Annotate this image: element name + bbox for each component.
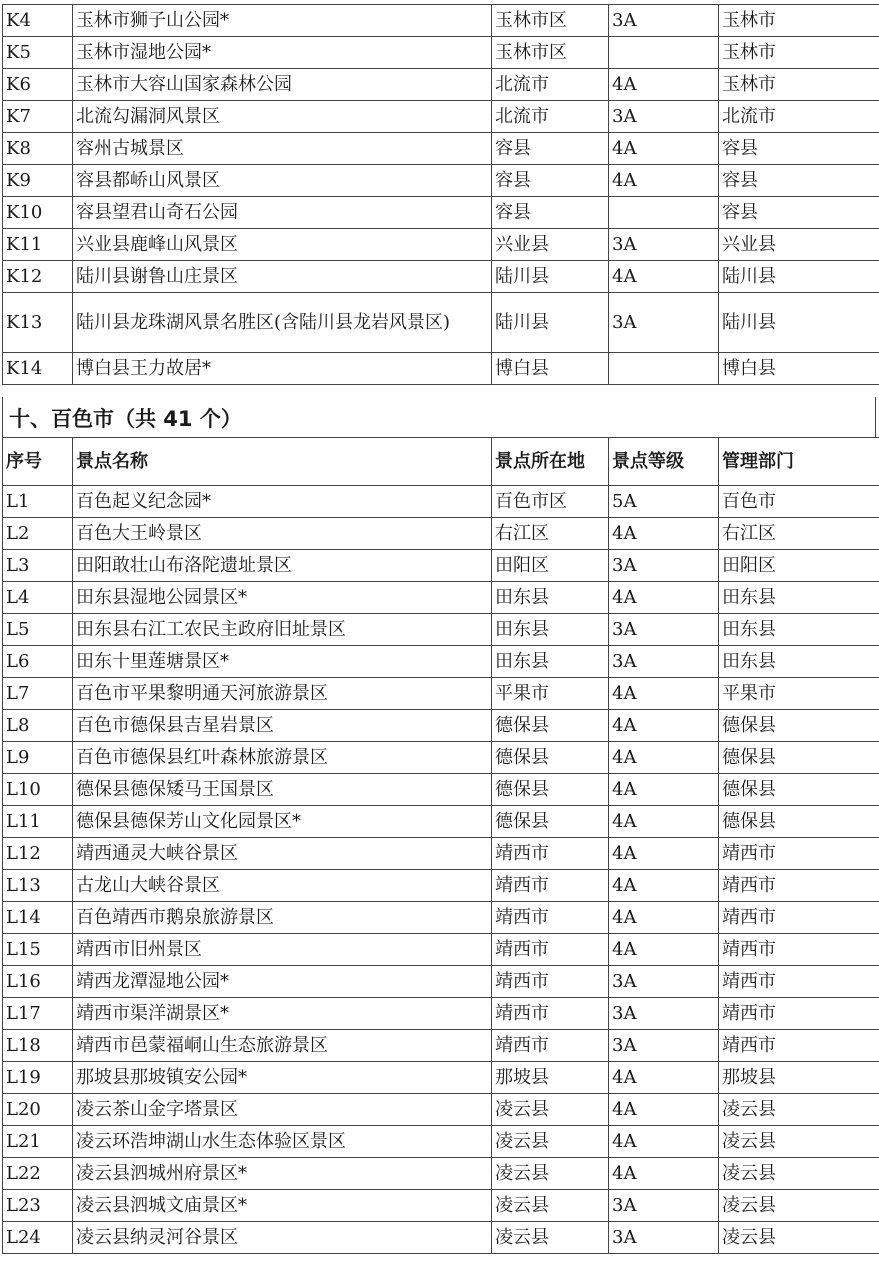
cell-dept: 陆川县 <box>719 261 879 293</box>
cell-name: 田东县湿地公园景区* <box>73 582 492 614</box>
cell-dept: 德保县 <box>719 742 879 774</box>
cell-dept: 兴业县 <box>719 229 879 261</box>
cell-grade: 3A <box>609 1030 719 1062</box>
header-name: 景点名称 <box>73 438 492 486</box>
cell-name: 百色靖西市鹅泉旅游景区 <box>73 902 492 934</box>
cell-grade: 4A <box>609 934 719 966</box>
cell-location: 田东县 <box>492 614 609 646</box>
cell-dept: 容县 <box>719 165 879 197</box>
cell-name: 田东县右江工农民主政府旧址景区 <box>73 614 492 646</box>
cell-id: K8 <box>3 133 73 165</box>
cell-name: 玉林市大容山国家森林公园 <box>73 69 492 101</box>
cell-grade: 4A <box>609 165 719 197</box>
cell-grade: 3A <box>609 646 719 678</box>
cell-grade <box>609 197 719 229</box>
cell-location: 兴业县 <box>492 229 609 261</box>
cell-grade: 4A <box>609 518 719 550</box>
cell-grade: 4A <box>609 1094 719 1126</box>
cell-id: L6 <box>3 646 73 678</box>
table-row <box>3 1094 879 1126</box>
cell-dept: 靖西市 <box>719 838 879 870</box>
cell-id: L20 <box>3 1094 73 1126</box>
table-row <box>3 1190 879 1222</box>
cell-id: L13 <box>3 870 73 902</box>
cell-grade: 4A <box>609 742 719 774</box>
cell-id: L7 <box>3 678 73 710</box>
cell-location: 田阳区 <box>492 550 609 582</box>
cell-dept: 北流市 <box>719 101 879 133</box>
table-row <box>3 37 879 69</box>
cell-location: 玉林市区 <box>492 5 609 37</box>
cell-name: 凌云县泗城文庙景区* <box>73 1190 492 1222</box>
cell-grade: 4A <box>609 261 719 293</box>
cell-name: 容县望君山奇石公园 <box>73 197 492 229</box>
cell-dept: 玉林市 <box>719 5 879 37</box>
cell-id: K4 <box>3 5 73 37</box>
cell-name: 凌云县纳灵河谷景区 <box>73 1222 492 1254</box>
cell-id: L17 <box>3 998 73 1030</box>
section-heading-row <box>2 397 876 437</box>
cell-grade: 3A <box>609 101 719 133</box>
cell-name: 田阳敢壮山布洛陀遗址景区 <box>73 550 492 582</box>
cell-dept: 博白县 <box>719 353 879 385</box>
cell-id: L24 <box>3 1222 73 1254</box>
cell-id: L9 <box>3 742 73 774</box>
cell-location: 那坡县 <box>492 1062 609 1094</box>
cell-location: 德保县 <box>492 710 609 742</box>
table-row <box>3 1062 879 1094</box>
cell-name: 靖西市旧州景区 <box>73 934 492 966</box>
cell-name: 田东十里莲塘景区* <box>73 646 492 678</box>
section-title: 十、百色市（共 41 个） <box>9 407 242 431</box>
cell-grade: 3A <box>609 1190 719 1222</box>
cell-name: 百色市德保县红叶森林旅游景区 <box>73 742 492 774</box>
table-row <box>3 870 879 902</box>
table-row <box>3 101 879 133</box>
table-row <box>3 293 879 353</box>
cell-location: 靖西市 <box>492 934 609 966</box>
cell-dept: 玉林市 <box>719 69 879 101</box>
table-row <box>3 197 879 229</box>
cell-location: 博白县 <box>492 353 609 385</box>
cell-location: 北流市 <box>492 69 609 101</box>
cell-dept: 田阳区 <box>719 550 879 582</box>
cell-name: 凌云环浩坤湖山水生态体验区景区 <box>73 1126 492 1158</box>
cell-id: L14 <box>3 902 73 934</box>
cell-location: 玉林市区 <box>492 37 609 69</box>
cell-location: 靖西市 <box>492 966 609 998</box>
cell-grade: 3A <box>609 1222 719 1254</box>
cell-id: L11 <box>3 806 73 838</box>
cell-grade: 4A <box>609 69 719 101</box>
cell-id: L1 <box>3 486 73 518</box>
cell-name: 北流勾漏洞风景区 <box>73 101 492 133</box>
cell-grade: 4A <box>609 902 719 934</box>
cell-name: 百色市德保县吉星岩景区 <box>73 710 492 742</box>
cell-location: 田东县 <box>492 582 609 614</box>
cell-name: 百色市平果黎明通天河旅游景区 <box>73 678 492 710</box>
cell-name: 那坡县那坡镇安公园* <box>73 1062 492 1094</box>
cell-grade: 4A <box>609 774 719 806</box>
cell-id: K5 <box>3 37 73 69</box>
cell-grade: 3A <box>609 293 719 353</box>
table-row <box>3 998 879 1030</box>
table-header-row <box>3 438 879 486</box>
cell-dept: 凌云县 <box>719 1222 879 1254</box>
table-row <box>3 710 879 742</box>
cell-id: K14 <box>3 353 73 385</box>
cell-name: 靖西龙潭湿地公园* <box>73 966 492 998</box>
cell-dept: 凌云县 <box>719 1190 879 1222</box>
yulin-attractions-table <box>2 4 879 385</box>
cell-dept: 那坡县 <box>719 1062 879 1094</box>
cell-name: 兴业县鹿峰山风景区 <box>73 229 492 261</box>
cell-id: K7 <box>3 101 73 133</box>
baise-attractions-table <box>2 437 879 1254</box>
cell-grade <box>609 353 719 385</box>
cell-id: L12 <box>3 838 73 870</box>
cell-id: K10 <box>3 197 73 229</box>
header-id: 序号 <box>3 438 73 486</box>
cell-dept: 田东县 <box>719 646 879 678</box>
cell-location: 凌云县 <box>492 1094 609 1126</box>
table-row <box>3 1030 879 1062</box>
cell-location: 靖西市 <box>492 998 609 1030</box>
cell-dept: 靖西市 <box>719 934 879 966</box>
cell-location: 田东县 <box>492 646 609 678</box>
cell-name: 陆川县谢鲁山庄景区 <box>73 261 492 293</box>
cell-name: 靖西市渠洋湖景区* <box>73 998 492 1030</box>
cell-grade: 3A <box>609 550 719 582</box>
cell-dept: 陆川县 <box>719 293 879 353</box>
table-row <box>3 582 879 614</box>
cell-dept: 德保县 <box>719 806 879 838</box>
cell-dept: 凌云县 <box>719 1158 879 1190</box>
cell-name: 容州古城景区 <box>73 133 492 165</box>
cell-id: K13 <box>3 293 73 353</box>
cell-location: 凌云县 <box>492 1126 609 1158</box>
cell-location: 靖西市 <box>492 1030 609 1062</box>
cell-grade: 4A <box>609 582 719 614</box>
table-row <box>3 518 879 550</box>
table-row <box>3 165 879 197</box>
table-row <box>3 646 879 678</box>
cell-name: 靖西通灵大峡谷景区 <box>73 838 492 870</box>
table-row <box>3 486 879 518</box>
cell-name: 容县都峤山风景区 <box>73 165 492 197</box>
cell-name: 靖西市邑蒙福峒山生态旅游景区 <box>73 1030 492 1062</box>
cell-grade: 4A <box>609 1126 719 1158</box>
cell-grade: 4A <box>609 133 719 165</box>
cell-name: 凌云县泗城州府景区* <box>73 1158 492 1190</box>
table-row <box>3 353 879 385</box>
table-row <box>3 614 879 646</box>
cell-id: L19 <box>3 1062 73 1094</box>
cell-dept: 容县 <box>719 133 879 165</box>
cell-location: 右江区 <box>492 518 609 550</box>
cell-id: L5 <box>3 614 73 646</box>
cell-name: 德保县德保矮马王国景区 <box>73 774 492 806</box>
cell-dept: 凌云县 <box>719 1126 879 1158</box>
cell-dept: 德保县 <box>719 774 879 806</box>
cell-name: 玉林市狮子山公园* <box>73 5 492 37</box>
table-row <box>3 774 879 806</box>
cell-id: L4 <box>3 582 73 614</box>
cell-grade: 4A <box>609 806 719 838</box>
table-row <box>3 133 879 165</box>
cell-location: 北流市 <box>492 101 609 133</box>
table-row <box>3 1222 879 1254</box>
cell-grade: 4A <box>609 1158 719 1190</box>
cell-location: 容县 <box>492 133 609 165</box>
cell-name: 百色大王岭景区 <box>73 518 492 550</box>
header-grade: 景点等级 <box>609 438 719 486</box>
cell-dept: 靖西市 <box>719 998 879 1030</box>
header-dept: 管理部门 <box>719 438 879 486</box>
cell-location: 陆川县 <box>492 261 609 293</box>
cell-dept: 靖西市 <box>719 902 879 934</box>
cell-dept: 靖西市 <box>719 1030 879 1062</box>
cell-dept: 容县 <box>719 197 879 229</box>
table-row <box>3 678 879 710</box>
cell-id: L15 <box>3 934 73 966</box>
cell-location: 凌云县 <box>492 1158 609 1190</box>
cell-name: 博白县王力故居* <box>73 353 492 385</box>
cell-id: K11 <box>3 229 73 261</box>
table-row <box>3 550 879 582</box>
cell-grade: 3A <box>609 229 719 261</box>
cell-dept: 靖西市 <box>719 870 879 902</box>
cell-location: 德保县 <box>492 742 609 774</box>
cell-dept: 百色市 <box>719 486 879 518</box>
cell-id: K12 <box>3 261 73 293</box>
header-location: 景点所在地 <box>492 438 609 486</box>
cell-dept: 凌云县 <box>719 1094 879 1126</box>
cell-id: L18 <box>3 1030 73 1062</box>
table-row <box>3 742 879 774</box>
cell-name: 古龙山大峡谷景区 <box>73 870 492 902</box>
cell-location: 平果市 <box>492 678 609 710</box>
cell-dept: 德保县 <box>719 710 879 742</box>
cell-dept: 平果市 <box>719 678 879 710</box>
cell-id: L21 <box>3 1126 73 1158</box>
table-row <box>3 261 879 293</box>
cell-grade: 4A <box>609 1062 719 1094</box>
cell-dept: 田东县 <box>719 614 879 646</box>
cell-name: 百色起义纪念园* <box>73 486 492 518</box>
cell-name: 玉林市湿地公园* <box>73 37 492 69</box>
cell-id: L10 <box>3 774 73 806</box>
cell-id: L2 <box>3 518 73 550</box>
cell-id: L16 <box>3 966 73 998</box>
cell-grade: 4A <box>609 710 719 742</box>
cell-dept: 玉林市 <box>719 37 879 69</box>
cell-grade: 3A <box>609 5 719 37</box>
cell-name: 凌云茶山金字塔景区 <box>73 1094 492 1126</box>
cell-name: 德保县德保芳山文化园景区* <box>73 806 492 838</box>
cell-dept: 靖西市 <box>719 966 879 998</box>
cell-id: L8 <box>3 710 73 742</box>
cell-id: L22 <box>3 1158 73 1190</box>
cell-location: 凌云县 <box>492 1190 609 1222</box>
cell-id: L3 <box>3 550 73 582</box>
cell-location: 陆川县 <box>492 293 609 353</box>
cell-grade: 3A <box>609 998 719 1030</box>
cell-grade: 4A <box>609 870 719 902</box>
cell-grade: 4A <box>609 838 719 870</box>
table-row <box>3 838 879 870</box>
cell-location: 容县 <box>492 165 609 197</box>
table-row <box>3 806 879 838</box>
cell-id: L23 <box>3 1190 73 1222</box>
cell-grade: 4A <box>609 678 719 710</box>
table-row <box>3 1126 879 1158</box>
cell-grade: 3A <box>609 614 719 646</box>
cell-location: 德保县 <box>492 774 609 806</box>
cell-id: K9 <box>3 165 73 197</box>
cell-dept: 右江区 <box>719 518 879 550</box>
table-row <box>3 902 879 934</box>
table-row <box>3 966 879 998</box>
table-row <box>3 69 879 101</box>
table-row <box>3 5 879 37</box>
cell-location: 容县 <box>492 197 609 229</box>
cell-location: 靖西市 <box>492 870 609 902</box>
cell-grade: 5A <box>609 486 719 518</box>
cell-location: 靖西市 <box>492 838 609 870</box>
cell-name: 陆川县龙珠湖风景名胜区(含陆川县龙岩风景区) <box>73 293 492 353</box>
table-row <box>3 934 879 966</box>
cell-id: K6 <box>3 69 73 101</box>
cell-location: 靖西市 <box>492 902 609 934</box>
table-row <box>3 229 879 261</box>
cell-grade <box>609 37 719 69</box>
cell-grade: 3A <box>609 966 719 998</box>
table-row <box>3 1158 879 1190</box>
cell-location: 凌云县 <box>492 1222 609 1254</box>
cell-location: 百色市区 <box>492 486 609 518</box>
cell-location: 德保县 <box>492 806 609 838</box>
cell-dept: 田东县 <box>719 582 879 614</box>
